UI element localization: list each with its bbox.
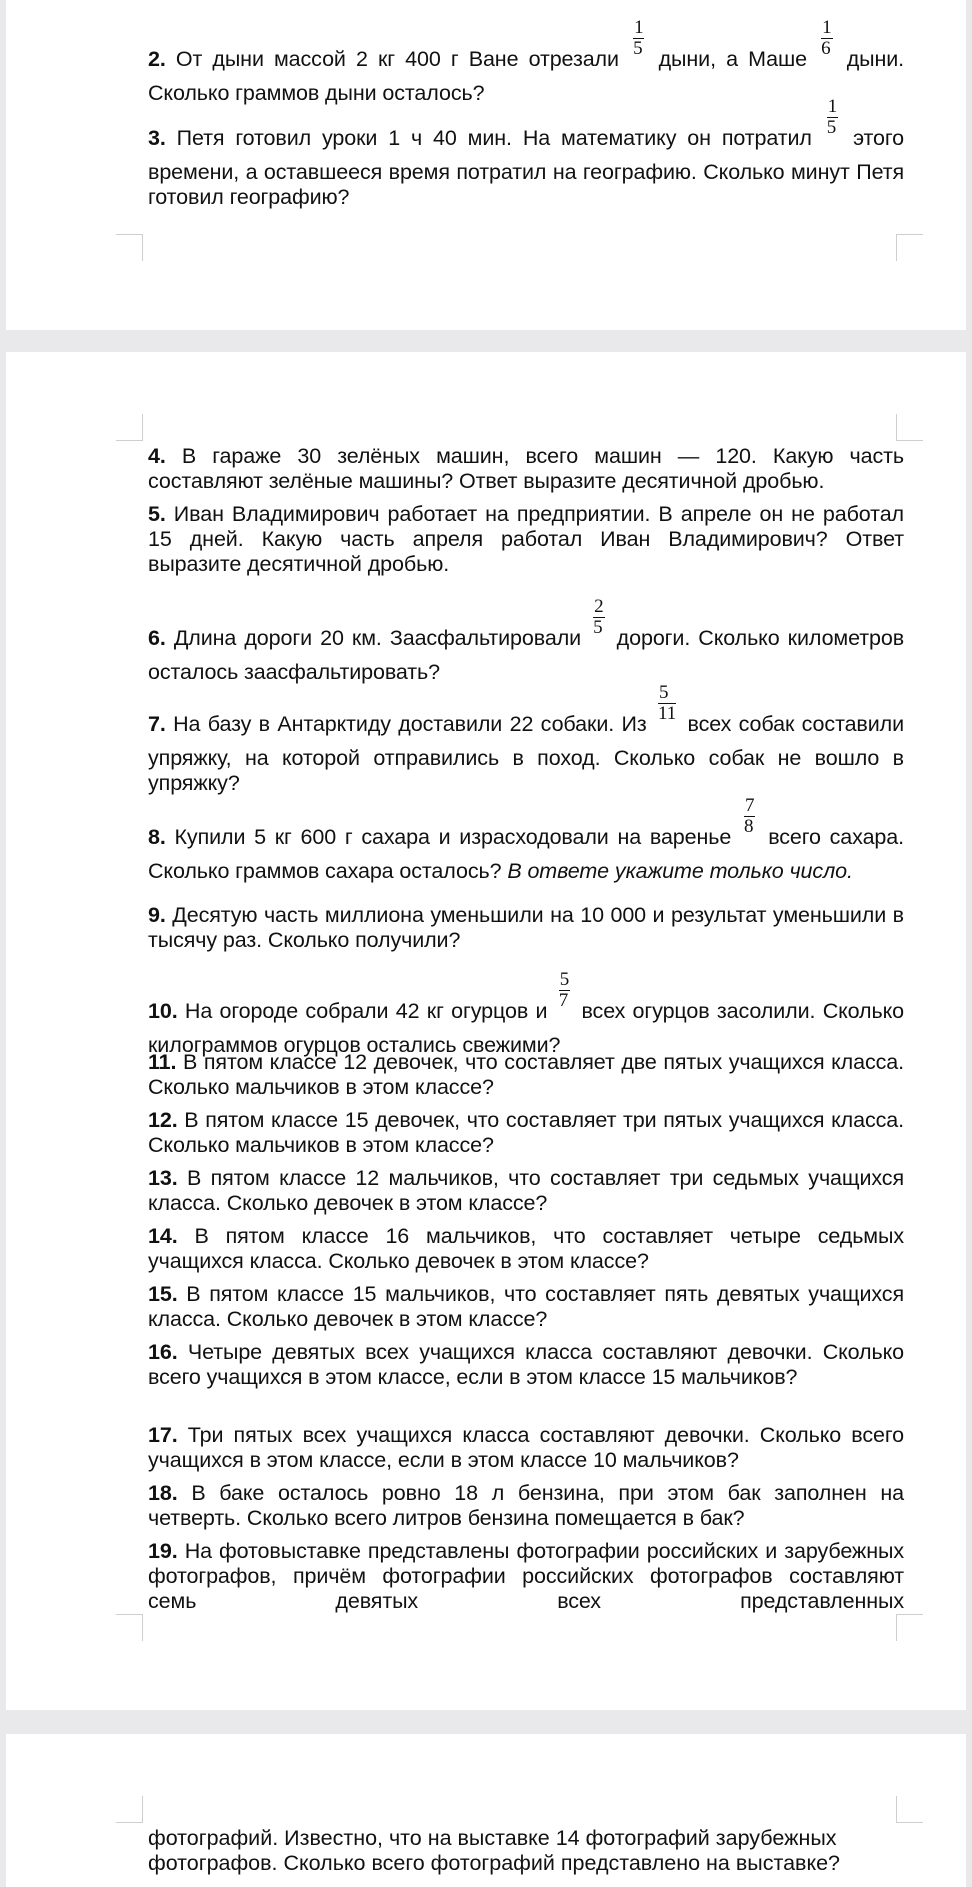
task-19 — [148, 1539, 904, 1614]
task-note: В ответе укажите только число. — [507, 859, 853, 883]
task-text: В пятом классе 12 девочек, что составляет две пятых учащихся класса. Сколько мальчиков в этом классе? — [148, 1050, 904, 1099]
task-text: Десятую часть миллиона уменьшили на 10 000 и результат уменьшили в тысячу раз. Сколько получили? — [148, 903, 905, 952]
task-text: этого времени, а оставшееся время потратил на географию. Сколько минут Петя готовил географию? — [148, 126, 905, 209]
task-text: дыни. Сколько граммов дыни осталось? — [148, 47, 905, 105]
fraction — [744, 796, 755, 837]
task-10 — [148, 969, 905, 1058]
task-4 — [148, 444, 904, 494]
task-text: Четыре девятых всех учащихся класса составляют девочки. Сколько всего учащихся в этом классе, если в этом классе 15 мальчиков? — [148, 1340, 905, 1389]
task-number: 4. — [148, 444, 166, 468]
task-number: 13. — [148, 1166, 178, 1190]
task-text: От дыни массой 2 кг 400 г Ване отрезали — [175, 47, 619, 72]
task-16 — [148, 1340, 904, 1390]
fraction — [633, 18, 644, 59]
page-corner-mark — [116, 414, 143, 441]
denominator: 8 — [744, 816, 754, 837]
task-number: 6. — [148, 626, 166, 651]
task-number: 2. — [148, 47, 166, 72]
task-text: дороги. Сколько километров осталось заасфальтировать? — [148, 626, 905, 684]
task-number: 3. — [148, 126, 166, 151]
task-number: 12. — [148, 1108, 178, 1132]
fraction — [593, 597, 604, 638]
document-page-2 — [6, 352, 966, 1710]
task-text: На огороде собрали 42 кг огурцов и — [184, 999, 548, 1024]
numerator: 1 — [827, 96, 838, 117]
task-15 — [148, 1282, 904, 1332]
task-number: 8. — [148, 825, 166, 850]
task-text: Купили 5 кг 600 г сахара и израсходовали на варенье — [174, 825, 732, 850]
numerator: 5 — [559, 969, 570, 990]
page-corner-mark — [116, 234, 143, 261]
task-text: В пятом классе 16 мальчиков, что составляет четыре седьмых учащихся класса. Сколько девочек в этом классе? — [148, 1224, 904, 1273]
task-9 — [148, 903, 904, 953]
numerator: 1 — [634, 17, 644, 38]
task-5 — [148, 502, 904, 577]
task-8 — [148, 795, 905, 884]
task-text: Длина дороги 20 км. Заасфальтировали — [173, 626, 582, 651]
document-page-3 — [6, 1734, 966, 1887]
fraction — [658, 683, 676, 724]
task-17 — [148, 1423, 904, 1473]
task-number: 17. — [148, 1423, 178, 1447]
task-13 — [148, 1166, 904, 1216]
task-number: 11. — [148, 1050, 177, 1074]
task-text: всех огурцов засолили. Сколько килограммов огурцов остались свежими? — [148, 999, 905, 1057]
denominator: 5 — [633, 38, 643, 59]
task-text: Иван Владимирович работает на предприятии. В апреле он не работал 15 дней. Какую часть апреля работал Иван Владимирович? Ответ выразите десятичной дробью. — [148, 502, 904, 576]
document-page-1 — [6, 0, 966, 330]
task-text: всего сахара. Сколько граммов сахара осталось? — [148, 825, 905, 883]
page-corner-mark — [896, 1796, 923, 1823]
task-number: 5. — [148, 502, 166, 526]
task-number: 14. — [148, 1224, 178, 1248]
denominator: 5 — [826, 117, 837, 138]
numerator: 1 — [822, 17, 832, 38]
page-corner-mark — [896, 234, 923, 261]
task-18 — [148, 1481, 904, 1531]
page-corner-mark — [116, 1614, 143, 1641]
task-text: всех собак составили упряжку, на которой отправились в поход. Сколько собак не вошло в упряжку? — [148, 712, 905, 795]
numerator: 2 — [594, 596, 604, 617]
task-number: 10. — [148, 999, 178, 1024]
fraction — [559, 970, 570, 1011]
denominator: 7 — [558, 990, 569, 1011]
numerator: 7 — [745, 795, 755, 816]
task-text: На базу в Антарктиду доставили 22 собаки. Из — [173, 712, 647, 737]
denominator: 5 — [593, 617, 603, 638]
task-7 — [148, 682, 905, 796]
task-text: В гараже 30 зелёных машин, всего машин — 120. Какую часть составляют зелёные машины? Ответ выразите десятичной дробью. — [148, 444, 905, 493]
task-number: 9. — [148, 903, 166, 927]
task-3 — [148, 96, 905, 210]
task-6 — [148, 596, 905, 685]
task-text: В пятом классе 15 девочек, что составляет три пятых учащихся класса. Сколько мальчиков в этом классе? — [148, 1108, 904, 1157]
task-2 — [148, 17, 905, 106]
task-text: В пятом классе 15 мальчиков, что составляет пять девятых учащихся класса. Сколько девочек в этом классе? — [148, 1282, 904, 1331]
fraction — [827, 97, 838, 138]
denominator: 11 — [658, 703, 677, 724]
task-11 — [148, 1050, 904, 1100]
fraction — [821, 18, 832, 59]
task-text: Петя готовил уроки 1 ч 40 мин. На математику он потратил — [176, 126, 812, 151]
task-number: 15. — [148, 1282, 178, 1306]
task-12 — [148, 1108, 904, 1158]
denominator: 6 — [821, 38, 831, 59]
task-number: 18. — [148, 1481, 178, 1505]
task-number: 7. — [148, 712, 166, 737]
task-text: В пятом классе 12 мальчиков, что составляет три седьмых учащихся класса. Сколько девочек в этом классе? — [148, 1166, 905, 1215]
page-corner-mark — [896, 414, 923, 441]
task-text: В баке осталось ровно 18 л бензина, при этом бак заполнен на четверть. Сколько всего литров бензина помещается в бак? — [148, 1481, 904, 1530]
task-text: На фотовыставке представлены фотографии российских и зарубежных фотографов, причём фотографии российских фотографов составляют семь девятых всех представленных — [148, 1539, 904, 1613]
task-19-continuation: фотографий. Известно, что на выставке 14 фотографий зарубежных фотографов. Сколько всего фотографий представлено на выставке? — [148, 1826, 841, 1875]
task-text: Три пятых всех учащихся класса составляют девочки. Сколько всего учащихся в этом классе, если в этом классе 10 мальчиков? — [148, 1423, 904, 1472]
numerator: 5 — [658, 683, 676, 704]
page-corner-mark — [896, 1614, 923, 1641]
task-text: дыни, а Маше — [658, 47, 807, 72]
page-corner-mark — [116, 1796, 143, 1823]
task-number: 19. — [148, 1539, 178, 1563]
task-14 — [148, 1224, 904, 1274]
task-number: 16. — [148, 1340, 178, 1364]
